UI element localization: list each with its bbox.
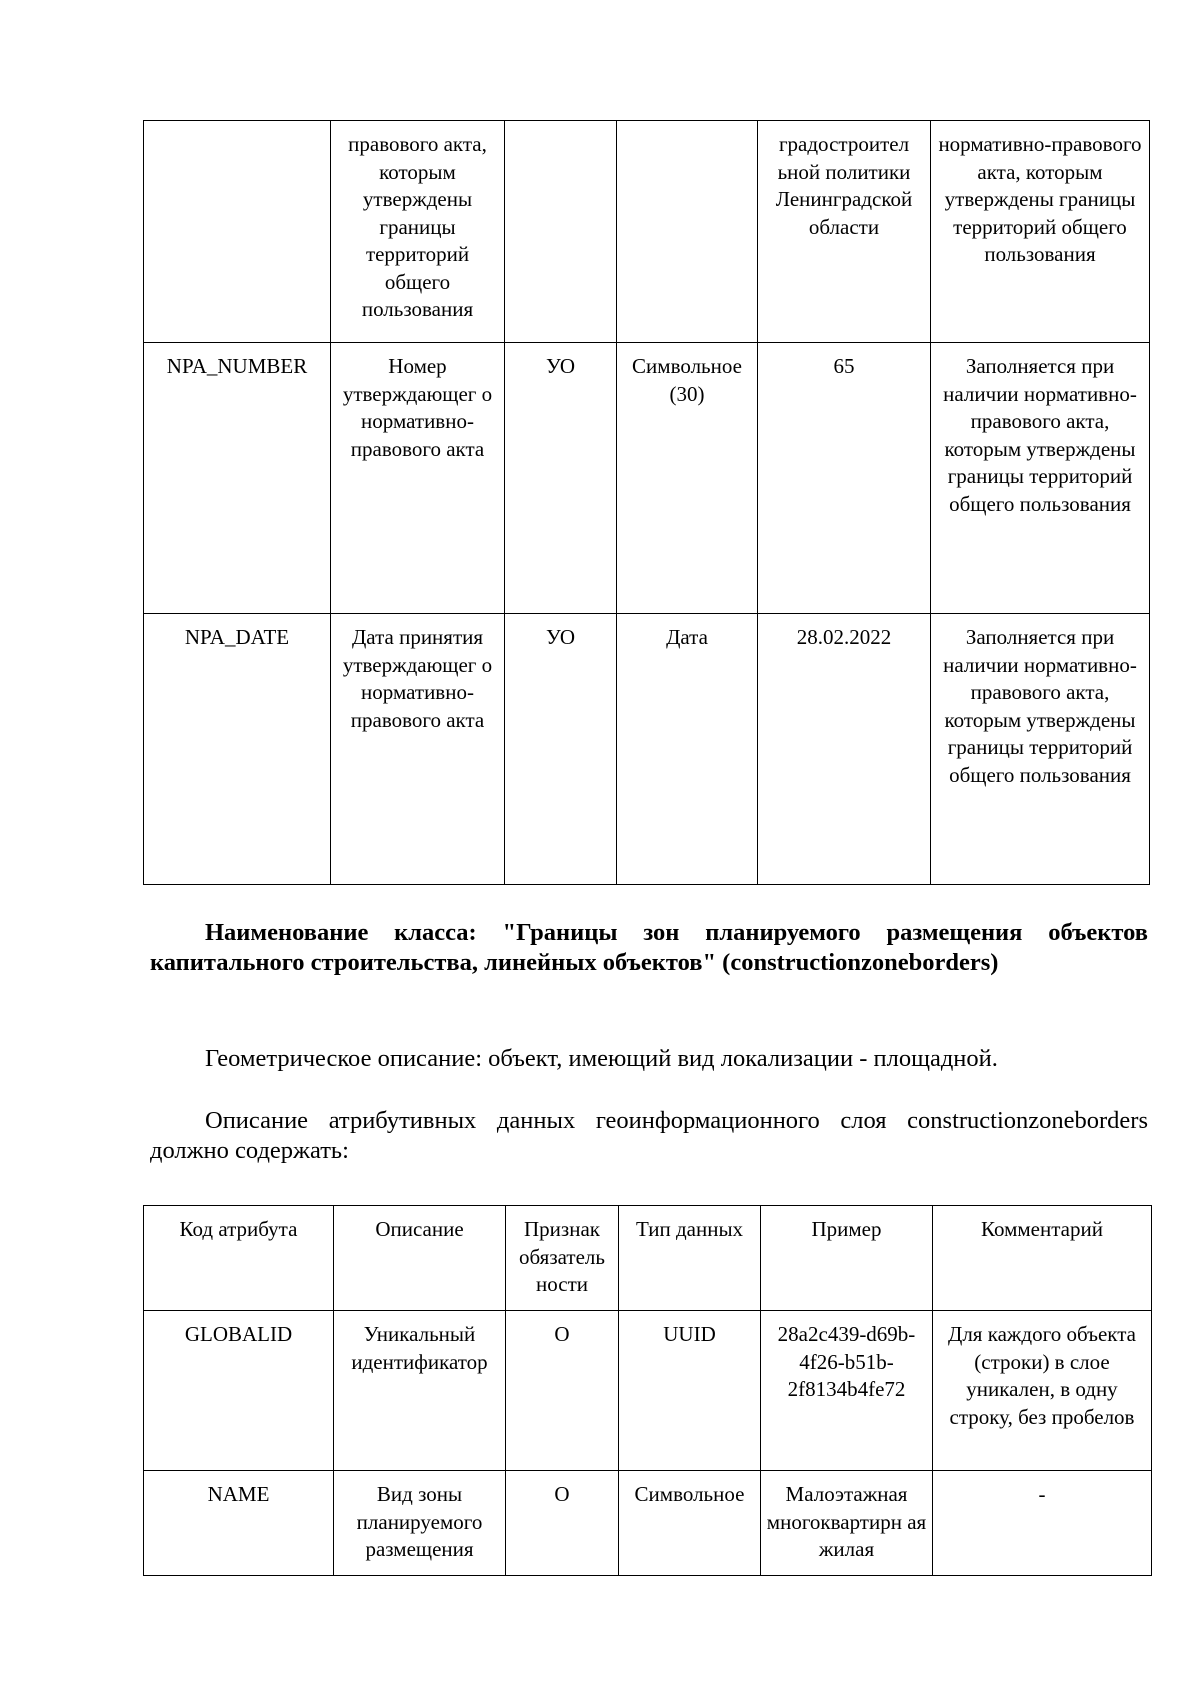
cell-example: Малоэтажная многоквартирн ая жилая (761, 1471, 933, 1576)
cell-required: УО (505, 343, 617, 614)
cell-description: Номер утверждающег о нормативно-правового акта (331, 343, 505, 614)
cell-comment: Для каждого объекта (строки) в слое уникален, в одну строку, без пробелов (933, 1311, 1152, 1471)
cell-datatype: Символьное (30) (617, 343, 758, 614)
cell-description: Уникальный идентификатор (334, 1311, 506, 1471)
cell-code (144, 121, 331, 343)
cell-code: GLOBALID (144, 1311, 334, 1471)
class-heading: Наименование класса: "Границы зон планируемого размещения объектов капитального строительства, линейных объектов" (constructionzoneborders) (150, 919, 1148, 976)
table-row (144, 343, 1150, 614)
cell-comment: Заполняется при наличии нормативно-правового акта, которым утверждены границы территорий общего пользования (931, 343, 1150, 614)
cell-datatype: UUID (619, 1311, 761, 1471)
cell-example: градостроител ьной политики Ленинградской области (758, 121, 931, 343)
header-comment: Комментарий (933, 1206, 1152, 1311)
cell-description: Вид зоны планируемого размещения (334, 1471, 506, 1576)
attributes-intro: Описание атрибутивных данных геоинформационного слоя constructionzoneborders должно содержать: (150, 1107, 1148, 1164)
attributes-table (143, 1205, 1152, 1576)
cell-required: УО (505, 614, 617, 885)
cell-required: О (506, 1311, 619, 1471)
table-row (144, 614, 1150, 885)
cell-datatype (617, 121, 758, 343)
cell-datatype: Дата (617, 614, 758, 885)
cell-required: О (506, 1471, 619, 1576)
cell-code: NAME (144, 1471, 334, 1576)
cell-code: NPA_DATE (144, 614, 331, 885)
cell-example: 28a2c439-d69b-4f26-b51b-2f8134b4fe72 (761, 1311, 933, 1471)
header-datatype: Тип данных (619, 1206, 761, 1311)
table-row (144, 1311, 1152, 1471)
cell-comment: - (933, 1471, 1152, 1576)
table-row (144, 1471, 1152, 1576)
header-description: Описание (334, 1206, 506, 1311)
table-row (144, 121, 1150, 343)
cell-datatype: Символьное (619, 1471, 761, 1576)
cell-comment: Заполняется при наличии нормативно-правового акта, которым утверждены границы территорий общего пользования (931, 614, 1150, 885)
geometry-description: Геометрическое описание: объект, имеющий вид локализации - площадной. (205, 1045, 998, 1072)
table-header-row (144, 1206, 1152, 1311)
header-example: Пример (761, 1206, 933, 1311)
cell-required (505, 121, 617, 343)
cell-example: 28.02.2022 (758, 614, 931, 885)
cell-description: правового акта, которым утверждены границы территорий общего пользования (331, 121, 505, 343)
cell-code: NPA_NUMBER (144, 343, 331, 614)
cell-comment: нормативно-правового акта, которым утверждены границы территорий общего пользования (931, 121, 1150, 343)
attributes-table-continued (143, 120, 1150, 885)
header-required: Признак обязатель ности (506, 1206, 619, 1311)
header-code: Код атрибута (144, 1206, 334, 1311)
cell-description: Дата принятия утверждающег о нормативно-правового акта (331, 614, 505, 885)
cell-example: 65 (758, 343, 931, 614)
